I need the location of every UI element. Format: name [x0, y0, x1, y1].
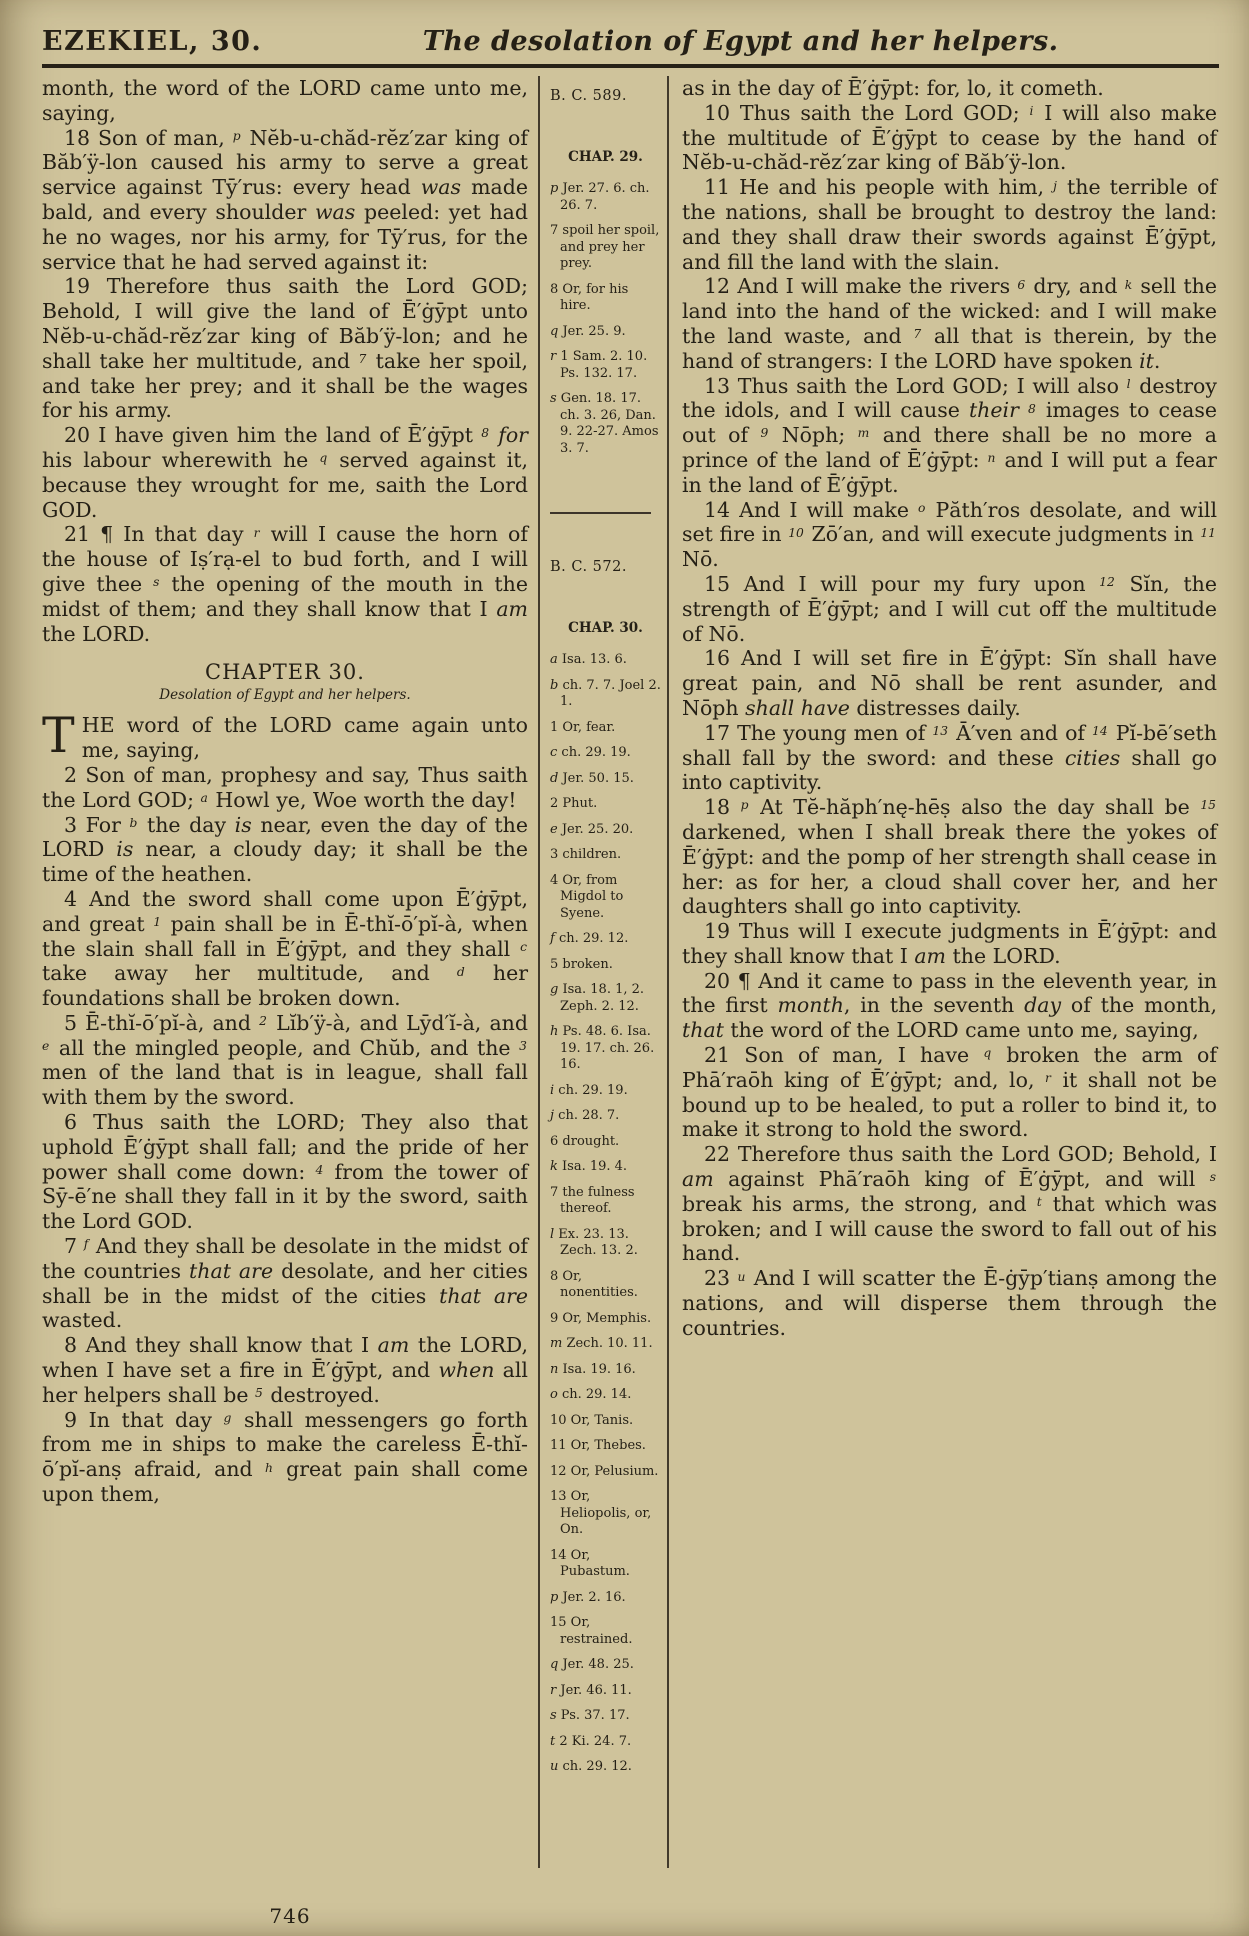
ref-mark: 6 [1017, 277, 1026, 292]
ref-mark: q [983, 1046, 992, 1061]
reference-divider [550, 512, 651, 514]
verse-paragraph: 13 Thus saith the Lord GOD; I will also $^l$ destroy the idols, and I will cause their $^8$ images to cease out of $^9$ Nōph; $^m$ and there shall be no more a prince of the land of Ē′ġȳpt: $^n$ and I will put a fear in the land of Ē′ġȳpt. [682, 373, 1217, 497]
ref-mark: s [153, 575, 160, 590]
verse-paragraph: 19 Thus will I execute judgments in Ē′ġȳpt: and they shall know that I am the LORD. [682, 919, 1217, 968]
ref-mark: d [456, 964, 465, 979]
ref-mark: n [987, 451, 996, 466]
ref-mark: h [264, 1460, 273, 1475]
reference-entry: l Ex. 23. 13. Zech. 13. 2. [550, 1226, 638, 1258]
verse-paragraph: 22 Therefore thus saith the Lord GOD; Behold, I am against Phā′raōh king of Ē′ġȳpt, and will $^s$ break his arms, the strong, and $^t$ that which was broken; and I will cause the sword to fall out of his hand. [682, 1142, 1217, 1266]
reference-entry: t 2 Ki. 24. 7. [550, 1733, 632, 1749]
reference-entry: k Isa. 19. 4. [550, 1159, 628, 1174]
reference-entry: a Isa. 13. 6. [550, 652, 627, 667]
reference-entry: 2 Phut. [550, 796, 598, 811]
ref-mark: l [1126, 376, 1131, 391]
ref-mark: 12 [1099, 575, 1115, 590]
reference-entry: 9 Or, Memphis. [550, 1310, 652, 1326]
center-reference-column [538, 76, 669, 1868]
reference-entry: f ch. 29. 12. [550, 931, 629, 946]
reference-entry: r Jer. 46. 11. [550, 1682, 632, 1698]
ref-mark: 13 [932, 724, 949, 739]
book-chapter-title: EZEKIEL, 30. [42, 26, 263, 57]
reference-entry: g Isa. 18. 1, 2. Zeph. 2. 12. [550, 982, 645, 1014]
ref-mark: 5 [254, 1386, 263, 1401]
ref-mark: p [740, 798, 749, 813]
ref-mark: m [857, 426, 870, 441]
reference-entry: 7 spoil her spoil, and prey her prey. [550, 223, 660, 271]
chapter-ref-label: CHAP. 29. [568, 148, 643, 165]
verse-paragraph: 8 And they shall know that I am the LORD, when I have set a fire in Ē′ġȳpt, and when all her helpers shall be $^5$ destroyed. [42, 1333, 529, 1407]
reference-entry: u ch. 29. 12. [550, 1759, 632, 1774]
ref-mark: 9 [760, 426, 769, 441]
verse-paragraph: 2 Son of man, prophesy and say, Thus saith the Lord GOD; $^a$ Howl ye, Woe worth the day! [42, 762, 528, 812]
verse-paragraph: 9 In that day $^g$ shall messengers go forth from me in ships to make the careless Ē-thĭ-ō′pĭ-anṣ afraid, and $^h$ great pain shall come upon them, [42, 1407, 529, 1507]
ref-mark: 3 [519, 1039, 527, 1054]
reference-entry: 1 Or, fear. [550, 719, 616, 735]
ref-mark: 14 [1092, 724, 1108, 739]
ref-mark: k [1124, 277, 1133, 292]
reference-entry: e Jer. 25. 20. [550, 821, 634, 837]
verse-paragraph: 18 $^p$ At Tĕ-hăph′nę-hēṣ also the day shall be $^{15}$ darkened, when I shall break there the yokes of Ē′ġȳpt: and the pomp of her strength shall cease in her: as for her, a cloud shall cover her, and her daughters shall go into captivity. [682, 795, 1217, 919]
left-column [42, 76, 538, 1868]
ref-mark: 8 [1027, 401, 1036, 416]
ref-mark: 11 [1200, 525, 1216, 540]
ref-mark: p [232, 128, 241, 143]
verse-paragraph: 6 Thus saith the LORD; They also that uphold Ē′ġȳpt shall fall; and the pride of her power shall come down: $^4$ from the tower of Sȳ-ē′ne shall they fall in it by the sword, saith the Lord GOD. [42, 1110, 528, 1234]
ref-mark: 4 [315, 1163, 324, 1177]
verse-paragraph: THE word of the LORD came again unto me, saying, [42, 707, 528, 765]
ref-mark: b [129, 815, 138, 830]
ref-mark: 2 [259, 1014, 267, 1029]
text-columns [42, 76, 1219, 1868]
reference-entry: s Gen. 18. 17. ch. 3. 26, Dan. 9. 22-27. Amos 3. 7. [550, 391, 659, 456]
continuation-text: month, the word of the LORD came unto me, saying, [42, 76, 528, 125]
ref-mark: s [1209, 1170, 1216, 1185]
ref-mark: i [1029, 104, 1034, 119]
ref-mark: q [319, 451, 328, 466]
right-column [669, 76, 1219, 1868]
reference-entry: 3 children. [550, 847, 622, 862]
verse-paragraph: 18 Son of man, $^p$ Nĕb-u-chăd-rĕz′zar king of Băb′ÿ-lon caused his army to serve a great service against Tȳ′rus: every head was made bald, and every shoulder was peeled: yet had he no wages, nor his army, for Tȳ′rus, for the service that he had served against it: [42, 125, 528, 274]
reference-entry: 6 drought. [550, 1133, 620, 1149]
verse-paragraph: 4 And the sword shall come upon Ē′ġȳpt, and great $^1$ pain shall be in Ē-thĭ-ō′pĭ-à, when the slain shall fall in Ē′ġȳpt, and they shall $^c$ take away her multitude, and $^d$ her foundations shall be broken down. [42, 886, 528, 1011]
verse-paragraph: 20 ¶ And it came to pass in the eleventh year, in the first month, in the seventh day of the month, that the word of the LORD came unto me, saying, [682, 968, 1217, 1043]
reference-entry: 12 Or, Pelusium. [550, 1463, 659, 1479]
bc-date-label: B. C. 589. [550, 88, 627, 104]
reference-entry: c ch. 29. 19. [550, 745, 631, 760]
ref-mark: r [253, 525, 260, 540]
verse-paragraph: 23 $^u$ And I will scatter the Ē-ġȳp′tianṣ among the nations, and will disperse them through the countries. [682, 1266, 1218, 1340]
chapter-heading: CHAPTER 30. [205, 660, 365, 685]
reference-entry: 4 Or, from Migdol to Syene. [550, 872, 624, 921]
reference-entry: 10 Or, Tanis. [550, 1412, 634, 1428]
reference-entry: q Jer. 48. 25. [550, 1657, 634, 1672]
reference-entry: r 1 Sam. 2. 10. Ps. 132. 17. [550, 349, 648, 381]
reference-entry: q Jer. 25. 9. [550, 323, 626, 339]
ref-mark: 10 [788, 525, 804, 540]
ref-mark: j [1053, 178, 1057, 193]
reference-entry: 8 Or, for his hire. [550, 281, 629, 313]
reference-entry: p Jer. 27. 6. ch. 26. 7. [550, 181, 650, 213]
ref-mark: o [918, 500, 926, 515]
reference-entry: 14 Or, Pubastum. [550, 1547, 630, 1579]
reference-entry: 7 the fulness thereof. [550, 1184, 635, 1216]
verse-paragraph: 17 The young men of $^{13}$ Ā′ven and of $^{14}$ Pĭ-bē′seth shall fall by the sword: and these cities shall go into captivity. [682, 720, 1217, 795]
verse-paragraph: 21 Son of man, I have $^q$ broken the arm of Phā′raōh king of Ē′ġȳpt; and, lo, $^r$ it shall not be bound up to be healed, to put a roller to bind it, to make it strong to hold the sword. [682, 1043, 1217, 1142]
verse-paragraph: 12 And I will make the rivers $^6$ dry, and $^k$ sell the land into the hand of the wicked: and I will make the land waste, and $^7$ all that is therein, by the hand of strangers: I the LORD have spoken it. [682, 274, 1217, 373]
ref-mark: 7 [913, 327, 922, 342]
chapter-ref-label: CHAP. 30. [568, 619, 643, 636]
page-number: 746 [269, 1904, 311, 1928]
verse-paragraph: 14 And I will make $^o$ Păth′ros desolate, and will set fire in $^{10}$ Zō′an, and will execute judgments in $^{11}$ Nō. [682, 497, 1218, 572]
ref-mark: r [1045, 1071, 1051, 1086]
verse-paragraph: 21 ¶ In that day $^r$ will I cause the horn of the house of Iṣ′rạ-el to bud forth, and I will give thee $^s$ the opening of the mouth in the midst of them; and they shall know that I am the LORD. [42, 522, 528, 646]
verse-paragraph: 10 Thus saith the Lord GOD; $^i$ I will also make the multitude of Ē′ġȳpt to cease by the hand of Nĕb-u-chăd-rĕz′zar king of Băb′ÿ-lon. [682, 100, 1217, 175]
verse-paragraph: 19 Therefore thus saith the Lord GOD; Behold, I will give the land of Ē′ġȳpt unto Nĕb-u-chăd-rĕz′zar king of Băb′ÿ-lon; and he shall take her multitude, and $^7$ take her spoil, and take her prey; and it shall be the wages for his army. [42, 274, 529, 423]
ref-mark: 15 [1200, 798, 1216, 813]
running-head-title: The desolation of Egypt and her helpers. [422, 26, 1059, 57]
verse-paragraph: 15 And I will pour my fury upon $^{12}$ Sĭn, the strength of Ē′ġȳpt; and I will cut off the multitude of Nō. [682, 571, 1217, 646]
ref-mark: c [520, 939, 527, 954]
ref-mark: t [1036, 1195, 1042, 1210]
reference-entry: i ch. 29. 19. [550, 1082, 628, 1098]
reference-entry: j ch. 28. 7. [550, 1108, 620, 1123]
reference-entry: o ch. 29. 14. [550, 1387, 632, 1402]
reference-entry: b ch. 7. 7. Joel 2. 1. [550, 677, 661, 709]
reference-entry: 8 Or, nonentities. [550, 1268, 638, 1300]
verse-paragraph: 11 He and his people with him, $^j$ the terrible of the nations, shall be brought to destroy the land: and they shall draw their swords against Ē′ġȳpt, and fill the land with the slain. [682, 175, 1217, 274]
verse-paragraph: 3 For $^b$ the day is near, even the day of the LORD is near, a cloudy day; it shall be the time of the heathen. [42, 812, 528, 887]
reference-entry: h Ps. 48. 6. Isa. 19. 17. ch. 26. 16. [550, 1024, 655, 1072]
ref-mark: 1 [153, 915, 162, 930]
ref-mark: a [200, 791, 208, 806]
reference-entry: 13 Or, Heliopolis, or, On. [550, 1489, 652, 1537]
verse-paragraph: 20 I have given him the land of Ē′ġȳpt $^8$ for his labour wherewith he $^q$ served against it, because they wrought for me, saith the Lord GOD. [42, 423, 528, 522]
ref-mark: f [83, 1237, 89, 1252]
reference-entry: 15 Or, restrained. [550, 1615, 633, 1647]
verse-paragraph: 7 $^f$ And they shall be desolate in the midst of the countries that are desolate, and her cities shall be in the midst of the cities that are wasted. [42, 1234, 529, 1333]
continuation-text: as in the day of Ē′ġȳpt: for, lo, it cometh. [682, 76, 1104, 100]
ref-mark: g [223, 1410, 232, 1425]
bc-date-label: B. C. 572. [550, 559, 627, 575]
drop-cap-initial: T [42, 707, 75, 765]
reference-entry: p Jer. 2. 16. [550, 1589, 626, 1605]
reference-entry: s Ps. 37. 17. [550, 1708, 630, 1723]
reference-entry: m Zech. 10. 11. [550, 1336, 653, 1351]
ref-mark: 7 [358, 352, 367, 367]
verse-paragraph: 16 And I will set fire in Ē′ġȳpt: Sĭn shall have great pain, and Nō shall be rent asunder, and Nōph shall have distresses daily. [682, 646, 1217, 720]
reference-entry: n Isa. 19. 16. [550, 1361, 636, 1377]
reference-entry: d Jer. 50. 15. [550, 770, 634, 786]
ref-mark: 8 [481, 426, 490, 441]
page-header [42, 26, 1219, 57]
ref-mark: u [737, 1269, 746, 1284]
verse-paragraph: 5 Ē-thĭ-ō′pĭ-à, and $^2$ Lĭb′ÿ-à, and Lȳd′ĭ-à, and $^e$ all the mingled people, and Chŭb, and the $^3$ men of the land that is in league, shall fall with them by the sword. [42, 1010, 528, 1110]
reference-entry: 11 Or, Thebes. [550, 1438, 646, 1453]
chapter-subtitle: Desolation of Egypt and her helpers. [159, 687, 411, 704]
header-rule [42, 64, 1219, 68]
ref-mark: e [42, 1039, 50, 1054]
reference-entry: 5 broken. [550, 956, 613, 972]
